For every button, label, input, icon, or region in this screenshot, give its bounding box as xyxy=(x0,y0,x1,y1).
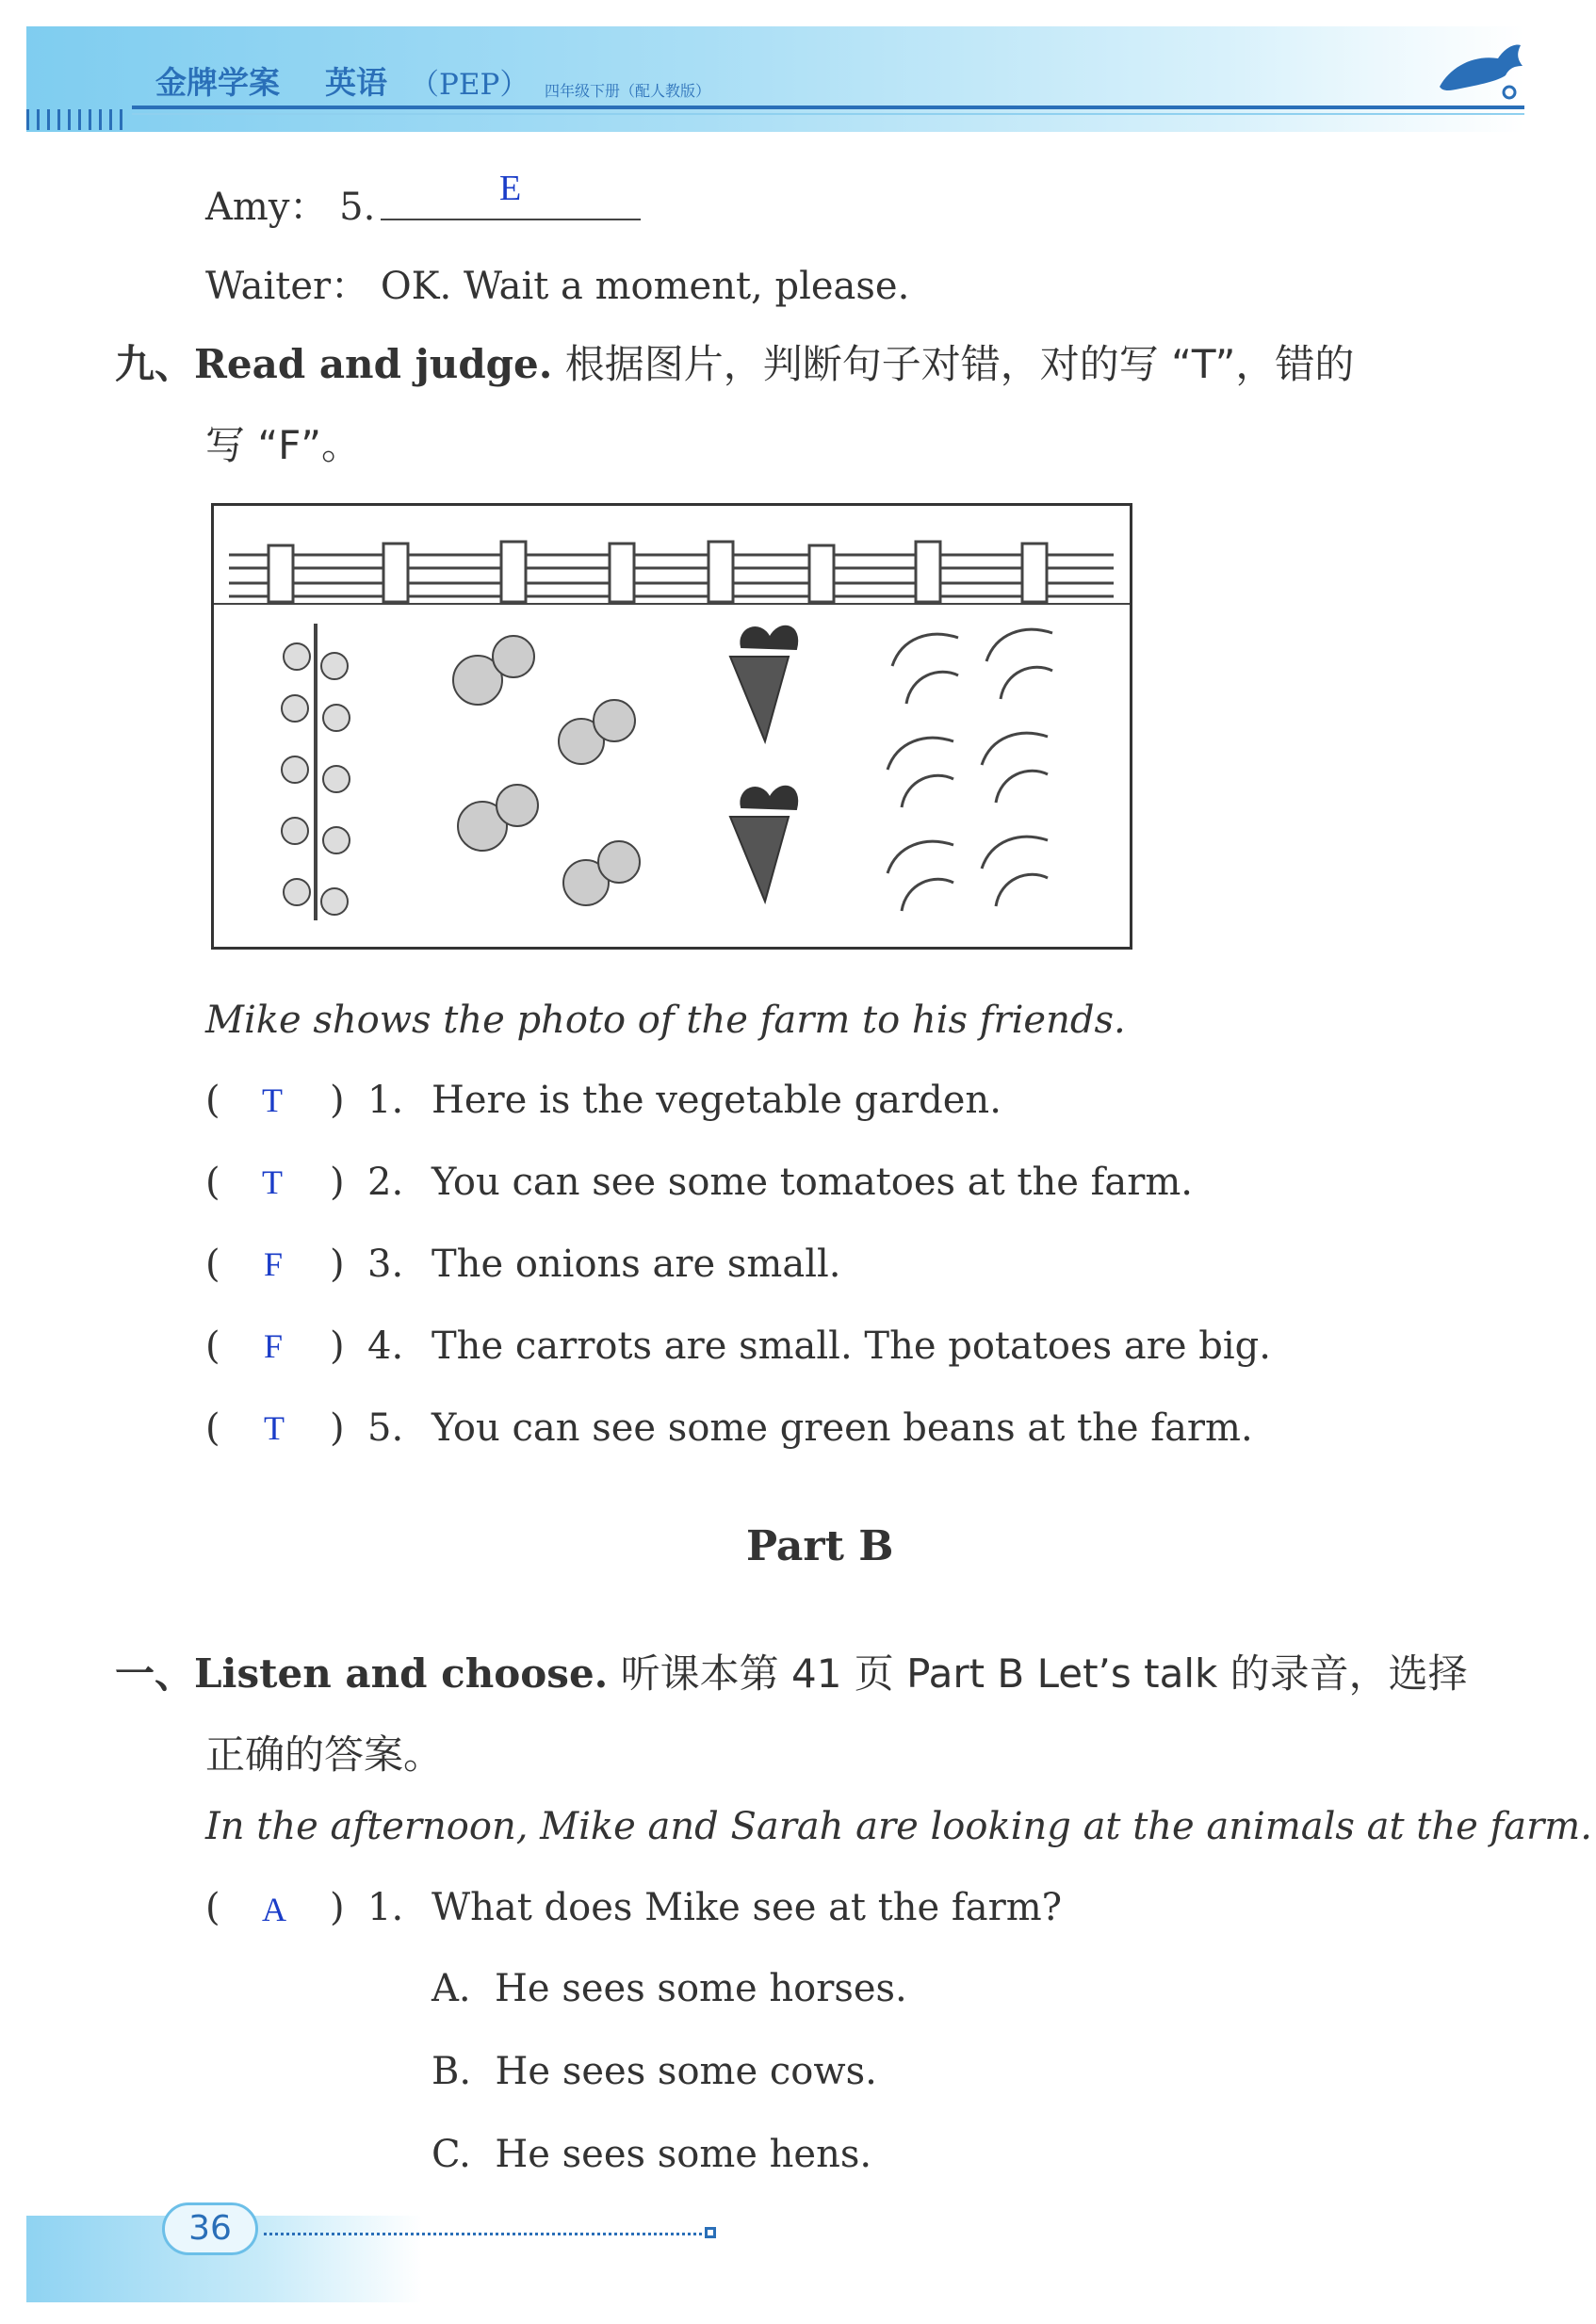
dolphin-logo-icon xyxy=(1432,38,1526,106)
waiter-speaker: Waiter： xyxy=(205,265,369,308)
footer-dotted-line xyxy=(264,2233,702,2235)
option-letter: A. xyxy=(432,1967,471,2010)
choice-number-1: 1. xyxy=(367,1886,404,1929)
judge-text-1: Here is the vegetable garden. xyxy=(432,1079,1002,1122)
paren-close: ) xyxy=(330,1406,345,1450)
farm-picture xyxy=(211,503,1132,950)
option-text: He sees some horses. xyxy=(495,1967,907,2010)
header-rule xyxy=(132,106,1524,109)
book-title: 金牌学案 xyxy=(155,64,280,101)
paren-open: ( xyxy=(205,1079,220,1122)
section9-title: Read and judge. xyxy=(194,341,553,387)
judge-number-1: 1. xyxy=(367,1079,404,1122)
paren-close: ) xyxy=(330,1886,345,1929)
judge-number-2: 2. xyxy=(367,1161,404,1204)
judge-number-4: 4. xyxy=(367,1325,404,1368)
option-c[interactable] xyxy=(432,2133,871,2176)
judge-answer-2[interactable]: T xyxy=(262,1163,283,1201)
amy-speaker: Amy： xyxy=(205,186,328,229)
option-a[interactable] xyxy=(432,1967,907,2010)
paren-open: ( xyxy=(205,1325,220,1368)
section1-context: In the afternoon, Mike and Sarah are looking at the animals at the farm. xyxy=(205,1805,1592,1848)
choice-answer-1[interactable]: A xyxy=(262,1891,286,1928)
amy-number: 5. xyxy=(339,186,376,229)
header-ticks xyxy=(26,109,130,130)
section1-instruction-2: 正确的答案。 xyxy=(205,1731,444,1778)
option-b[interactable] xyxy=(432,2050,877,2093)
page-number: 36 xyxy=(162,2202,258,2255)
option-letter: C. xyxy=(432,2133,471,2176)
header-rule-light xyxy=(132,113,1524,115)
paren-open: ( xyxy=(205,1886,220,1929)
waiter-line xyxy=(205,256,909,310)
judge-text-2: You can see some tomatoes at the farm. xyxy=(432,1161,1194,1204)
paren-open: ( xyxy=(205,1243,220,1286)
judge-text-4: The carrots are small. The potatoes are big. xyxy=(432,1325,1271,1368)
option-letter: B. xyxy=(432,2050,472,2093)
amy-line xyxy=(205,177,375,231)
section9-instruction-2: 写 “F”。 xyxy=(205,422,362,468)
footer-square-icon xyxy=(705,2227,716,2238)
section1-heading xyxy=(115,1643,1468,1699)
judge-number-5: 5. xyxy=(367,1406,404,1450)
paren-close: ) xyxy=(330,1325,345,1368)
section1-title: Listen and choose. xyxy=(194,1650,609,1697)
section1-instruction: 听课本第 41 页 Part B Let’s talk 的录音，选择 xyxy=(620,1650,1468,1697)
section9-number: 九、 xyxy=(115,341,195,387)
section9-context: Mike shows the photo of the farm to his friends. xyxy=(205,999,1126,1042)
paren-close: ) xyxy=(330,1243,345,1286)
choice-question-text: What does Mike see at the farm? xyxy=(432,1886,1063,1929)
judge-text-5: You can see some green beans at the farm. xyxy=(432,1406,1253,1450)
paren-open: ( xyxy=(205,1406,220,1450)
waiter-text: OK. Wait a moment, please. xyxy=(380,265,910,308)
book-grade: 四年级下册（配人教版） xyxy=(545,82,711,100)
farm-vegetables-illustration xyxy=(214,506,1130,947)
amy-answer[interactable]: E xyxy=(499,169,522,208)
judge-answer-4[interactable]: F xyxy=(264,1327,284,1365)
judge-answer-1[interactable]: T xyxy=(262,1081,283,1119)
judge-number-3: 3. xyxy=(367,1243,404,1286)
judge-text-3: The onions are small. xyxy=(432,1243,841,1286)
judge-answer-5[interactable]: T xyxy=(264,1409,285,1447)
judge-answer-3[interactable]: F xyxy=(264,1245,284,1283)
book-edition: （PEP） xyxy=(410,68,529,102)
amy-answer-blank xyxy=(381,219,641,220)
book-subject: 英语 xyxy=(325,64,387,101)
part-b-heading: Part B xyxy=(746,1522,894,1570)
option-text: He sees some cows. xyxy=(495,2050,877,2093)
section1-number: 一、 xyxy=(115,1650,195,1697)
paren-open: ( xyxy=(205,1161,220,1204)
section9-instruction: 根据图片，判断句子对错，对的写 “T”，错的 xyxy=(564,341,1355,387)
paren-close: ) xyxy=(330,1079,345,1122)
section9-heading xyxy=(115,333,1354,390)
paren-close: ) xyxy=(330,1161,345,1204)
option-text: He sees some hens. xyxy=(495,2133,872,2176)
